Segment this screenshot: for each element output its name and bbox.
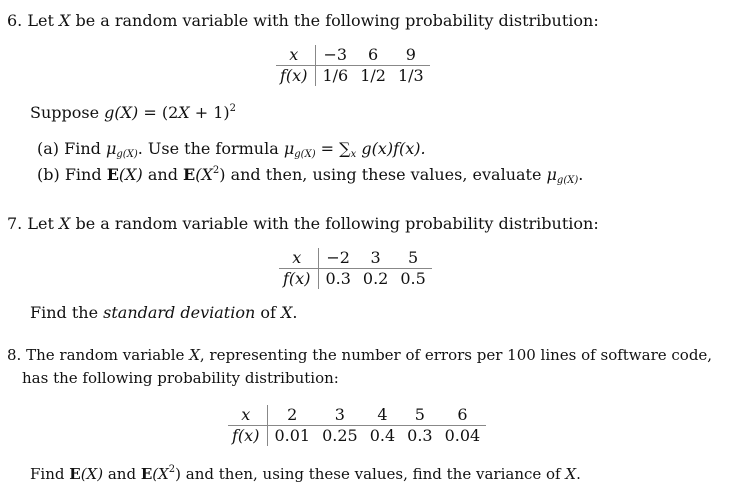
problem-number: 7.	[7, 214, 23, 233]
problem-number: 6.	[7, 11, 23, 30]
distribution-table-6: x −3 6 9 f(x) 1/6 1/2 1/3	[276, 45, 430, 86]
distribution-table-7: x −2 3 5 f(x) 0.3 0.2 0.5	[279, 248, 432, 289]
problem-7-question: Find the standard deviation of X.	[30, 303, 298, 322]
problem-6-part-b: (b) Find E(X) and $E(X^2)$ and then, using these values, evaluate $\mu_{g(X)}$.	[37, 165, 584, 186]
distribution-table-8: x 2 3 4 5 6 f(x) 0.01 0.25 0.4 0.3 0.04	[228, 405, 486, 446]
problem-7-statement: 7. Let X be a random variable with the following probability distribution:	[7, 214, 599, 233]
problem-6-statement: 6. Let X be a random variable with the following probability distribution:	[7, 11, 599, 30]
problem-8-question: Find E(X) and $E(X^2)$ and then, using these values, find the variance of X.	[30, 464, 581, 483]
problem-number: 8.	[7, 346, 22, 364]
problem-6-part-a: (a) Find $\mu_{g(X)}$. Use the formula $\mu_{g(X)} = \sum_x$ g(x)f(x).	[37, 139, 426, 160]
problem-8-statement-line-2: has the following probability distribution:	[22, 369, 339, 387]
problem-6-suppose: Suppose $g(X) = (2X + 1)^2$	[30, 103, 237, 122]
problem-8-statement: 8. The random variable X, representing the number of errors per 100 lines of software code,	[7, 346, 713, 364]
